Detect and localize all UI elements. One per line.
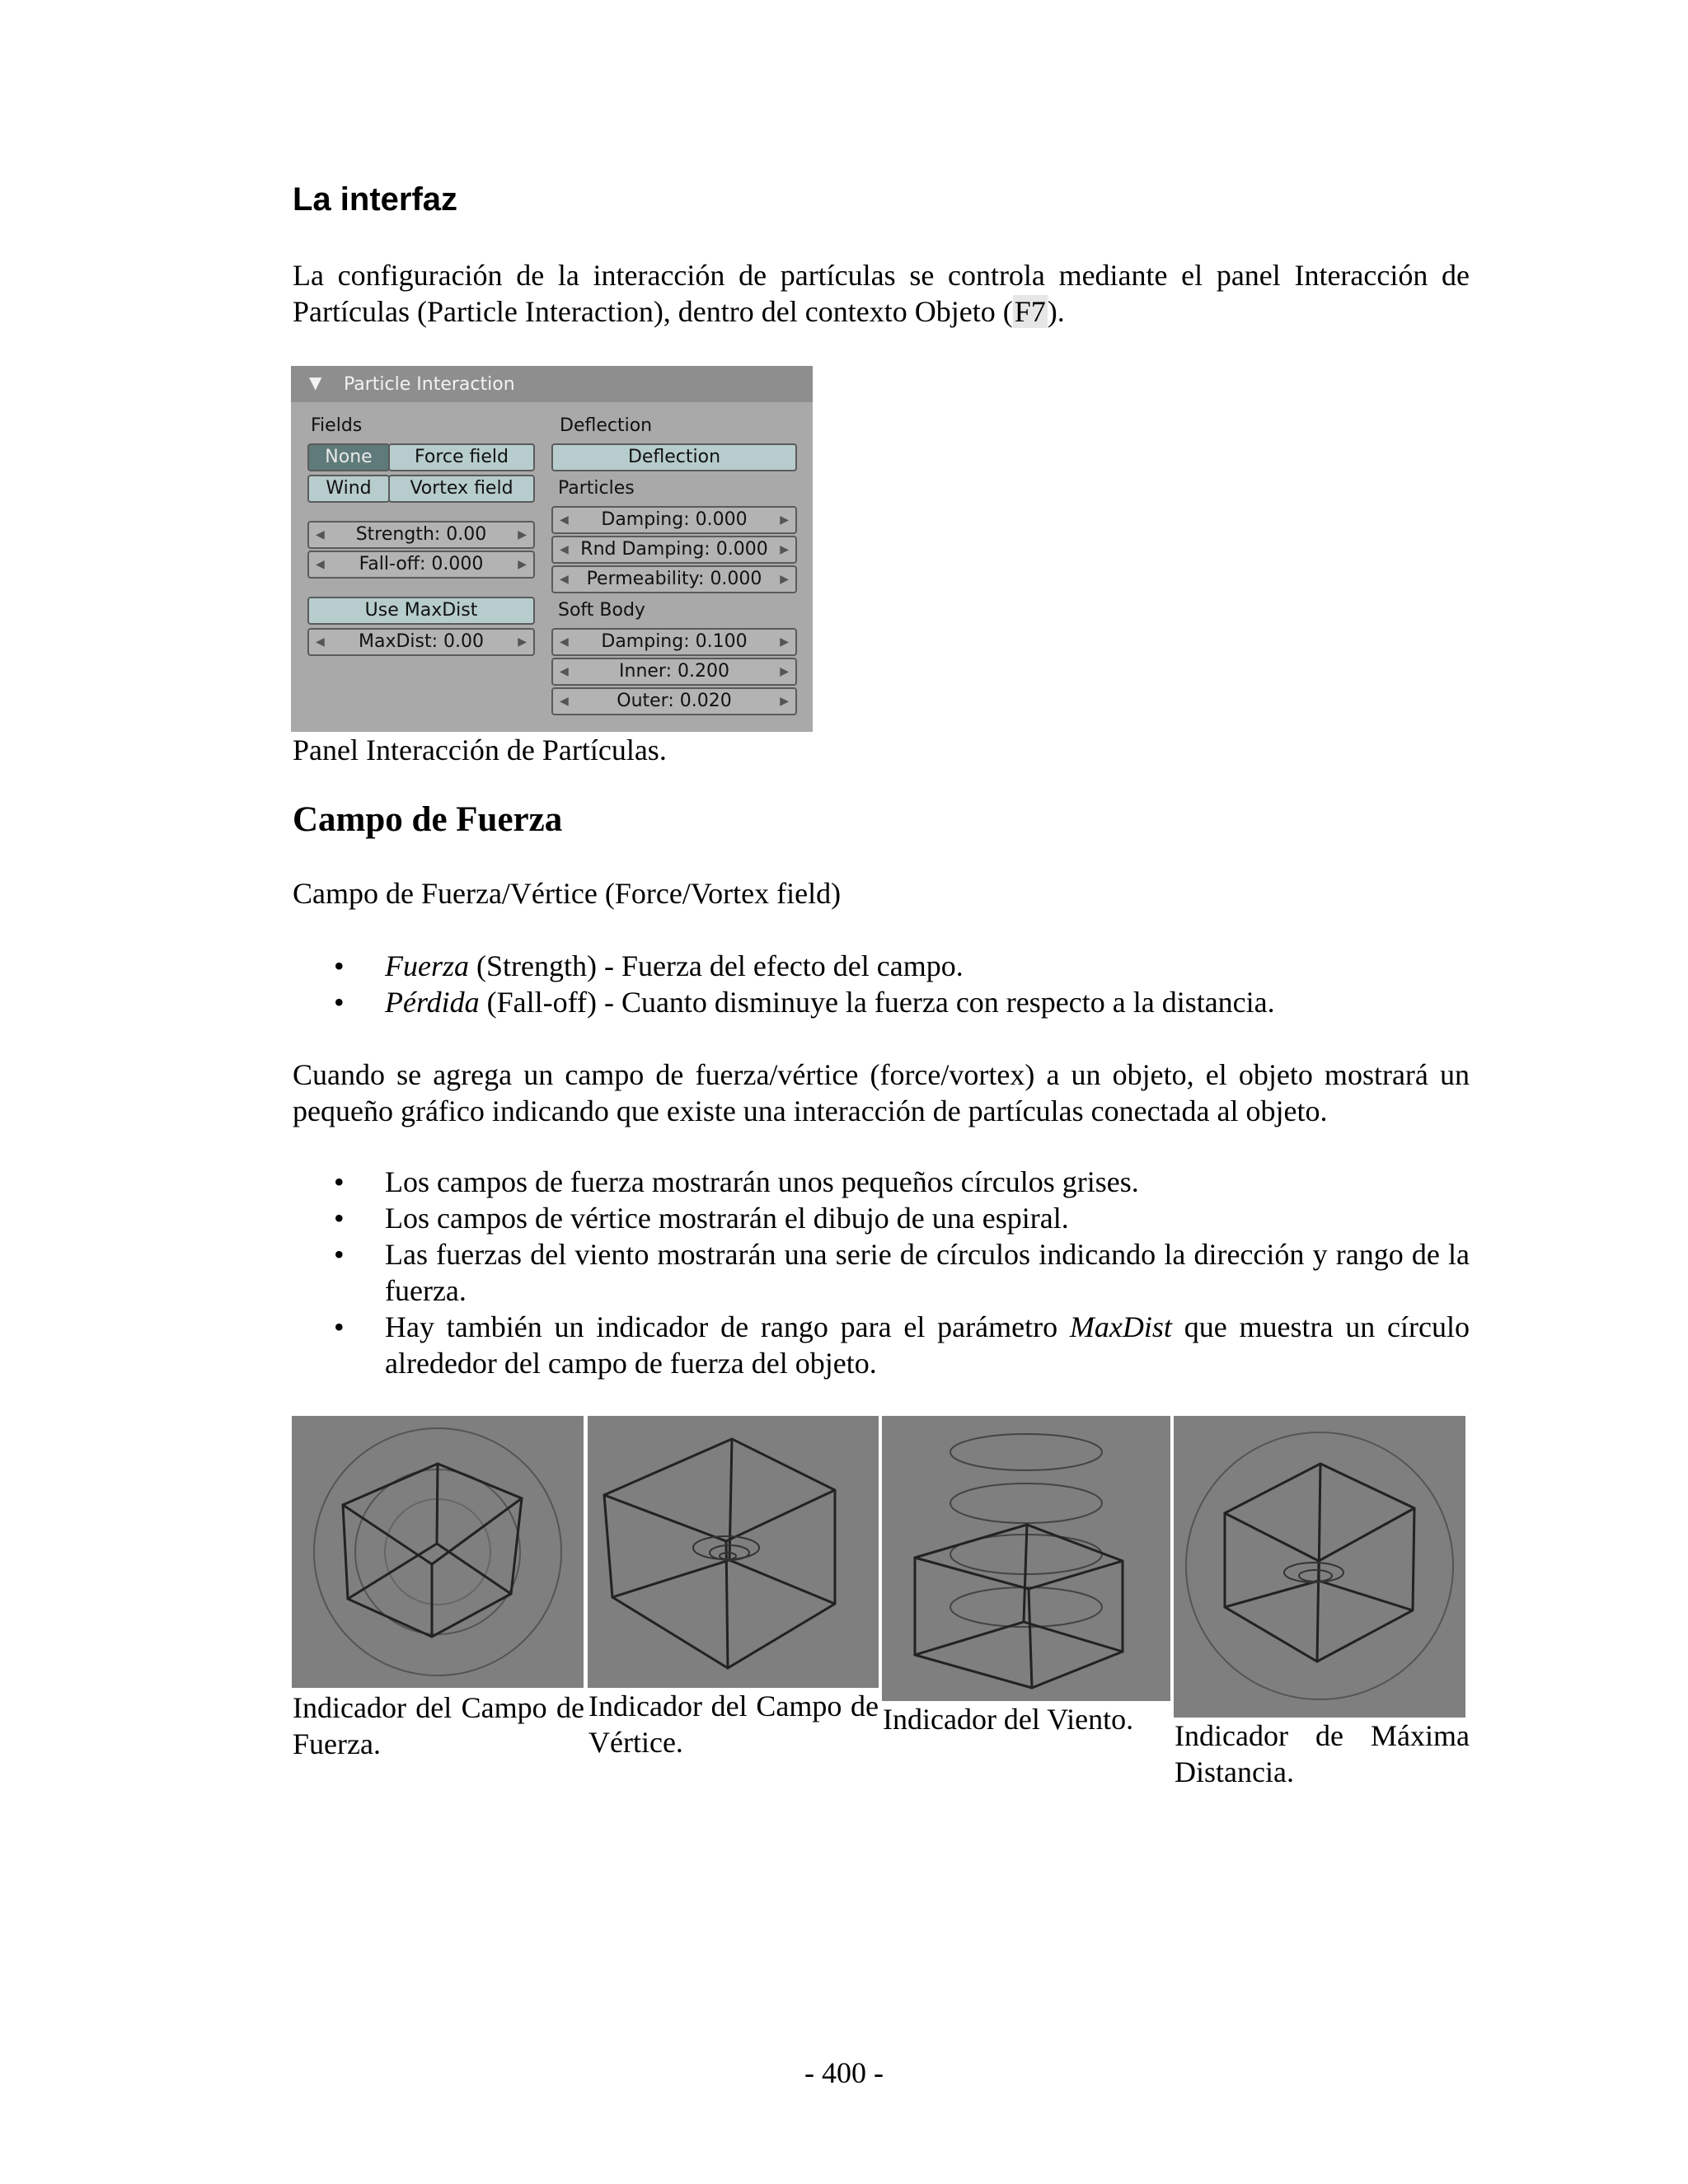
- decrement-arrow-icon[interactable]: ◀: [560, 695, 569, 708]
- item-text: que muestra un círculo alrededor del campo de fuerza del objeto.: [385, 1310, 1470, 1380]
- field-force-button[interactable]: Force field: [388, 443, 535, 471]
- increment-arrow-icon[interactable]: ▶: [518, 635, 527, 649]
- falloff-value: Fall-off: 0.000: [359, 554, 484, 574]
- increment-arrow-icon[interactable]: ▶: [518, 558, 527, 571]
- force-subtitle: Campo de Fuerza/Vértice (Force/Vortex field): [293, 877, 842, 910]
- panel-caption: Panel Interacción de Partículas.: [293, 733, 667, 766]
- wind-illustration: [882, 1416, 1170, 1701]
- damping-value: Damping: 0.000: [601, 509, 748, 530]
- figure-max-distance: [1174, 1416, 1465, 1718]
- increment-arrow-icon[interactable]: ▶: [780, 665, 789, 678]
- section-heading-interface: La interfaz: [293, 181, 458, 218]
- item-text: Los campos de fuerza mostrarán unos pequeños círculos grises.: [385, 1165, 1139, 1198]
- figure-caption: Indicador de Máxima Distancia.: [1175, 1719, 1470, 1788]
- list-item: [293, 948, 1470, 984]
- intro-text-end: ).: [1047, 295, 1065, 328]
- indicator-list: [293, 1164, 1470, 1381]
- item-text: Los campos de vértice mostrarán el dibujo de una espiral.: [385, 1202, 1069, 1235]
- list-item: [293, 1164, 1470, 1200]
- increment-arrow-icon[interactable]: ▶: [780, 695, 789, 708]
- field-wind-button[interactable]: Wind: [307, 475, 390, 503]
- force-field-illustration: [292, 1416, 584, 1688]
- sb-damping-value: Damping: 0.100: [601, 631, 748, 652]
- bullet-icon: •: [334, 1202, 345, 1235]
- increment-arrow-icon[interactable]: ▶: [780, 573, 789, 586]
- term: MaxDist: [1069, 1310, 1172, 1343]
- list-item: [293, 1236, 1470, 1309]
- maxdist-value: MaxDist: 0.00: [358, 631, 484, 652]
- figure-caption: Indicador del Viento.: [883, 1703, 1134, 1736]
- sb-outer-field[interactable]: [551, 687, 797, 715]
- use-maxdist-button[interactable]: Use MaxDist: [307, 597, 535, 625]
- intro-text: La configuración de la interacción de partículas se controla mediante el panel Interacción de Partículas (Particle Interaction), dentro del contexto Objeto (: [293, 259, 1470, 328]
- item-text: Las fuerzas del viento mostrarán una serie de círculos indicando la dirección y rango de la fuerza.: [385, 1238, 1470, 1307]
- falloff-field[interactable]: [307, 551, 535, 579]
- panel-header[interactable]: [291, 366, 813, 402]
- particle-interaction-panel: [291, 366, 813, 732]
- decrement-arrow-icon[interactable]: ◀: [316, 635, 325, 649]
- figure-caption: Indicador del Campo de Fuerza.: [293, 1691, 584, 1760]
- page-number: - 400 -: [804, 2056, 884, 2089]
- section-heading-force: Campo de Fuerza: [293, 800, 563, 839]
- vortex-field-illustration: [588, 1416, 879, 1688]
- list-item: [293, 984, 1470, 1020]
- description: (Strength) - Fuerza del efecto del campo.: [469, 949, 964, 982]
- term: Fuerza: [385, 949, 469, 982]
- strength-field[interactable]: [307, 521, 535, 549]
- item-text: Hay también un indicador de rango para el parámetro: [385, 1310, 1070, 1343]
- damping-field[interactable]: [551, 506, 797, 534]
- fields-label: Fields: [311, 415, 363, 436]
- figure-wind: [882, 1416, 1170, 1701]
- panel-title: Particle Interaction: [344, 374, 515, 395]
- increment-arrow-icon[interactable]: ▶: [780, 543, 789, 556]
- decrement-arrow-icon[interactable]: ◀: [316, 558, 325, 571]
- collapse-triangle-icon[interactable]: ▼: [309, 373, 322, 392]
- figure-vortex-field: [588, 1416, 879, 1688]
- figure-force-field: [292, 1416, 584, 1688]
- permeability-value: Permeability: 0.000: [586, 569, 762, 589]
- decrement-arrow-icon[interactable]: ◀: [560, 543, 569, 556]
- deflection-label: Deflection: [560, 415, 653, 436]
- list-item: [293, 1309, 1470, 1381]
- permeability-field[interactable]: [551, 565, 797, 593]
- field-vortex-button[interactable]: Vortex field: [388, 475, 535, 503]
- key-f7: F7: [1014, 295, 1046, 328]
- intro-paragraph: [293, 257, 1470, 330]
- increment-arrow-icon[interactable]: ▶: [780, 635, 789, 649]
- decrement-arrow-icon[interactable]: ◀: [560, 635, 569, 649]
- strength-value: Strength: 0.00: [355, 524, 487, 545]
- deflection-button[interactable]: Deflection: [551, 443, 797, 471]
- sb-outer-value: Outer: 0.020: [617, 691, 732, 711]
- bullet-icon: •: [334, 949, 345, 982]
- explanation-paragraph: Cuando se agrega un campo de fuerza/vértice (force/vortex) a un objeto, el objeto mostrará un pequeño gráfico indicando que existe una interacción de partículas conectada al objeto.: [293, 1058, 1470, 1127]
- figure-caption: Indicador del Campo de Vértice.: [588, 1690, 879, 1759]
- description: (Fall-off) - Cuanto disminuye la fuerza con respecto a la distancia.: [479, 986, 1275, 1019]
- sb-inner-field[interactable]: [551, 658, 797, 686]
- decrement-arrow-icon[interactable]: ◀: [560, 573, 569, 586]
- rnd-damping-value: Rnd Damping: 0.000: [580, 539, 768, 560]
- decrement-arrow-icon[interactable]: ◀: [316, 528, 325, 541]
- softbody-label: Soft Body: [558, 600, 645, 621]
- sb-inner-value: Inner: 0.200: [619, 661, 729, 682]
- max-distance-illustration: [1174, 1416, 1465, 1718]
- rnd-damping-field[interactable]: [551, 536, 797, 564]
- sb-damping-field[interactable]: [551, 628, 797, 656]
- bullet-icon: •: [334, 1165, 345, 1198]
- increment-arrow-icon[interactable]: ▶: [780, 513, 789, 527]
- increment-arrow-icon[interactable]: ▶: [518, 528, 527, 541]
- term: Pérdida: [385, 986, 480, 1019]
- decrement-arrow-icon[interactable]: ◀: [560, 513, 569, 527]
- list-item: [293, 1200, 1470, 1236]
- bullet-icon: •: [334, 1238, 345, 1271]
- field-none-button[interactable]: None: [307, 443, 390, 471]
- bullet-icon: •: [334, 986, 345, 1019]
- particles-label: Particles: [558, 478, 635, 499]
- maxdist-field[interactable]: [307, 628, 535, 656]
- bullet-icon: •: [334, 1310, 345, 1343]
- decrement-arrow-icon[interactable]: ◀: [560, 665, 569, 678]
- parameter-list: [293, 948, 1470, 1020]
